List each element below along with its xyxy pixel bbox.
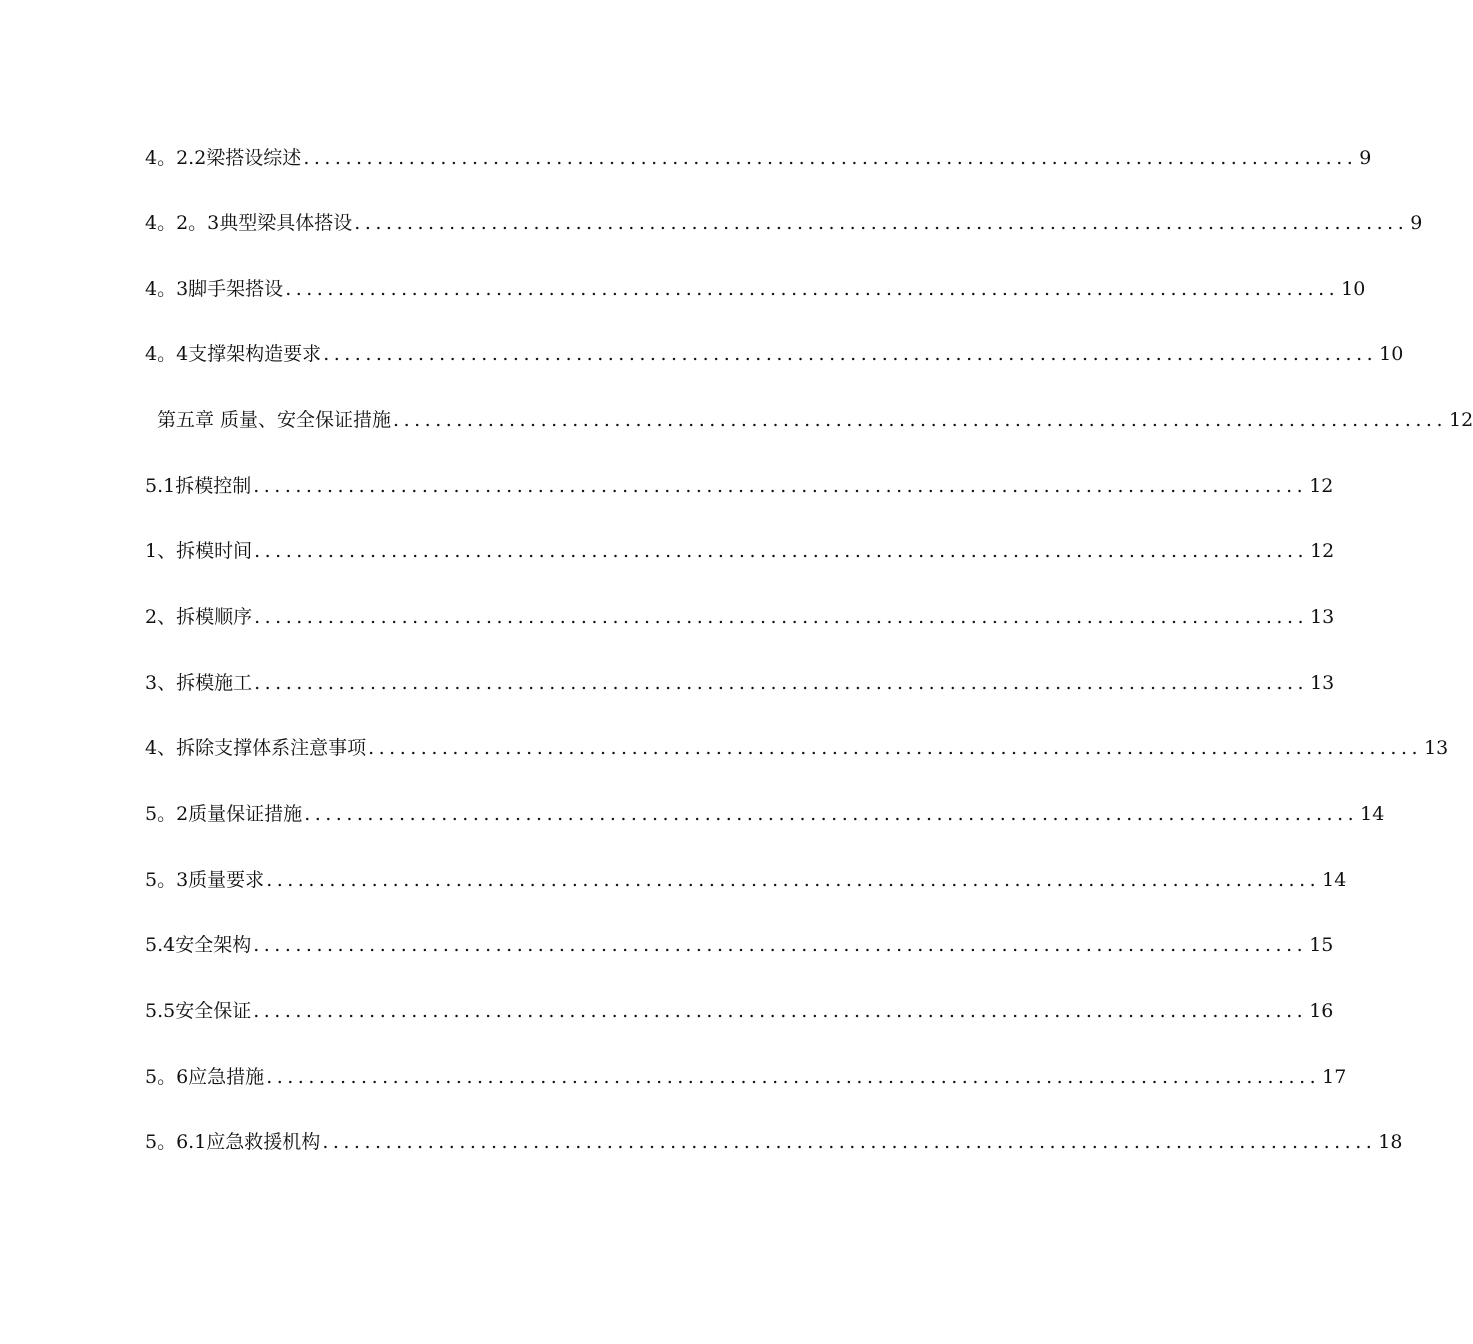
- toc-entry[interactable]: [145, 531, 1335, 563]
- toc-entry-page: 14: [1360, 803, 1385, 825]
- toc-leader-dots: ....................................................................................................: [266, 1066, 1321, 1088]
- toc-leader-dots: ....................................................................................................: [304, 803, 1359, 825]
- toc-entry-page: 16: [1309, 1000, 1334, 1022]
- toc-entry[interactable]: [145, 860, 1347, 892]
- toc-entry-title: 2、拆模顺序: [145, 606, 253, 628]
- toc-entry[interactable]: [145, 728, 1449, 760]
- toc-entry[interactable]: [145, 794, 1385, 826]
- toc-entry-title: 5.4安全架构: [145, 934, 252, 956]
- toc-entry-page: 12: [1449, 409, 1473, 431]
- toc-entry-title: 5.1拆模控制: [145, 475, 252, 497]
- toc-entry-title: 5.5安全保证: [145, 1000, 252, 1022]
- toc-entry-title: 5。2质量保证措施: [145, 803, 303, 825]
- toc-entry-title: 第五章 质量、安全保证措施: [157, 409, 392, 431]
- toc-leader-dots: ....................................................................................................: [253, 475, 1308, 497]
- toc-leader-dots: ....................................................................................................: [368, 737, 1423, 759]
- toc-leader-dots: ....................................................................................................: [254, 606, 1309, 628]
- toc-entry-page: 15: [1309, 934, 1334, 956]
- toc-leader-dots: ....................................................................................................: [254, 672, 1309, 694]
- toc-entry-page: 10: [1341, 278, 1366, 300]
- toc-entry-title: 4、拆除支撑体系注意事项: [145, 737, 367, 759]
- toc-entry-title: 3、拆模施工: [145, 672, 253, 694]
- toc-entry[interactable]: [145, 269, 1366, 301]
- toc-leader-dots: ....................................................................................................: [253, 934, 1308, 956]
- toc-leader-dots: ....................................................................................................: [323, 343, 1378, 365]
- toc-entry-title: 4。4支撑架构造要求: [145, 343, 322, 365]
- toc-leader-dots: ....................................................................................................: [354, 212, 1409, 234]
- toc-entry-title: 4。2.2梁搭设综述: [145, 147, 302, 169]
- toc-entry[interactable]: [145, 925, 1334, 957]
- toc-entry-page: 17: [1322, 1066, 1347, 1088]
- toc-entry-page: 9: [1359, 147, 1372, 169]
- toc-entry-page: 13: [1310, 672, 1335, 694]
- toc-entry[interactable]: [145, 663, 1335, 695]
- toc-entry-page: 12: [1309, 475, 1334, 497]
- toc-leader-dots: ....................................................................................................: [393, 409, 1448, 431]
- toc-entry[interactable]: [145, 597, 1335, 629]
- toc-entry[interactable]: [145, 466, 1334, 498]
- toc-leader-dots: ....................................................................................................: [285, 278, 1340, 300]
- toc-entry[interactable]: [145, 203, 1423, 235]
- toc-leader-dots: ....................................................................................................: [253, 1000, 1308, 1022]
- toc-entry-title: 5。6应急措施: [145, 1066, 265, 1088]
- toc-entry-title: 5。6.1应急救援机构: [145, 1131, 321, 1153]
- toc-leader-dots: ....................................................................................................: [254, 540, 1309, 562]
- toc-entry-page: 10: [1379, 343, 1404, 365]
- toc-entry[interactable]: [145, 138, 1372, 170]
- toc-entry-title: 4。2。3典型梁具体搭设: [145, 212, 353, 234]
- toc-entry[interactable]: [145, 334, 1404, 366]
- toc-entry-title: 4。3脚手架搭设: [145, 278, 284, 300]
- toc-entry-page: 9: [1410, 212, 1423, 234]
- toc-entry-page: 13: [1424, 737, 1449, 759]
- toc-entry-page: 13: [1310, 606, 1335, 628]
- toc-entry[interactable]: [145, 1122, 1403, 1154]
- toc-chapter-entry[interactable]: [157, 400, 1473, 432]
- toc-entry-title: 5。3质量要求: [145, 869, 265, 891]
- toc-entry[interactable]: [145, 991, 1334, 1023]
- toc-leader-dots: ....................................................................................................: [266, 869, 1321, 891]
- toc-entry[interactable]: [145, 1057, 1347, 1089]
- toc-leader-dots: ....................................................................................................: [322, 1131, 1377, 1153]
- toc-entry-page: 14: [1322, 869, 1347, 891]
- toc-entry-page: 12: [1310, 540, 1335, 562]
- toc-leader-dots: ....................................................................................................: [303, 147, 1358, 169]
- toc-entry-title: 1、拆模时间: [145, 540, 253, 562]
- toc-entry-page: 18: [1378, 1131, 1403, 1153]
